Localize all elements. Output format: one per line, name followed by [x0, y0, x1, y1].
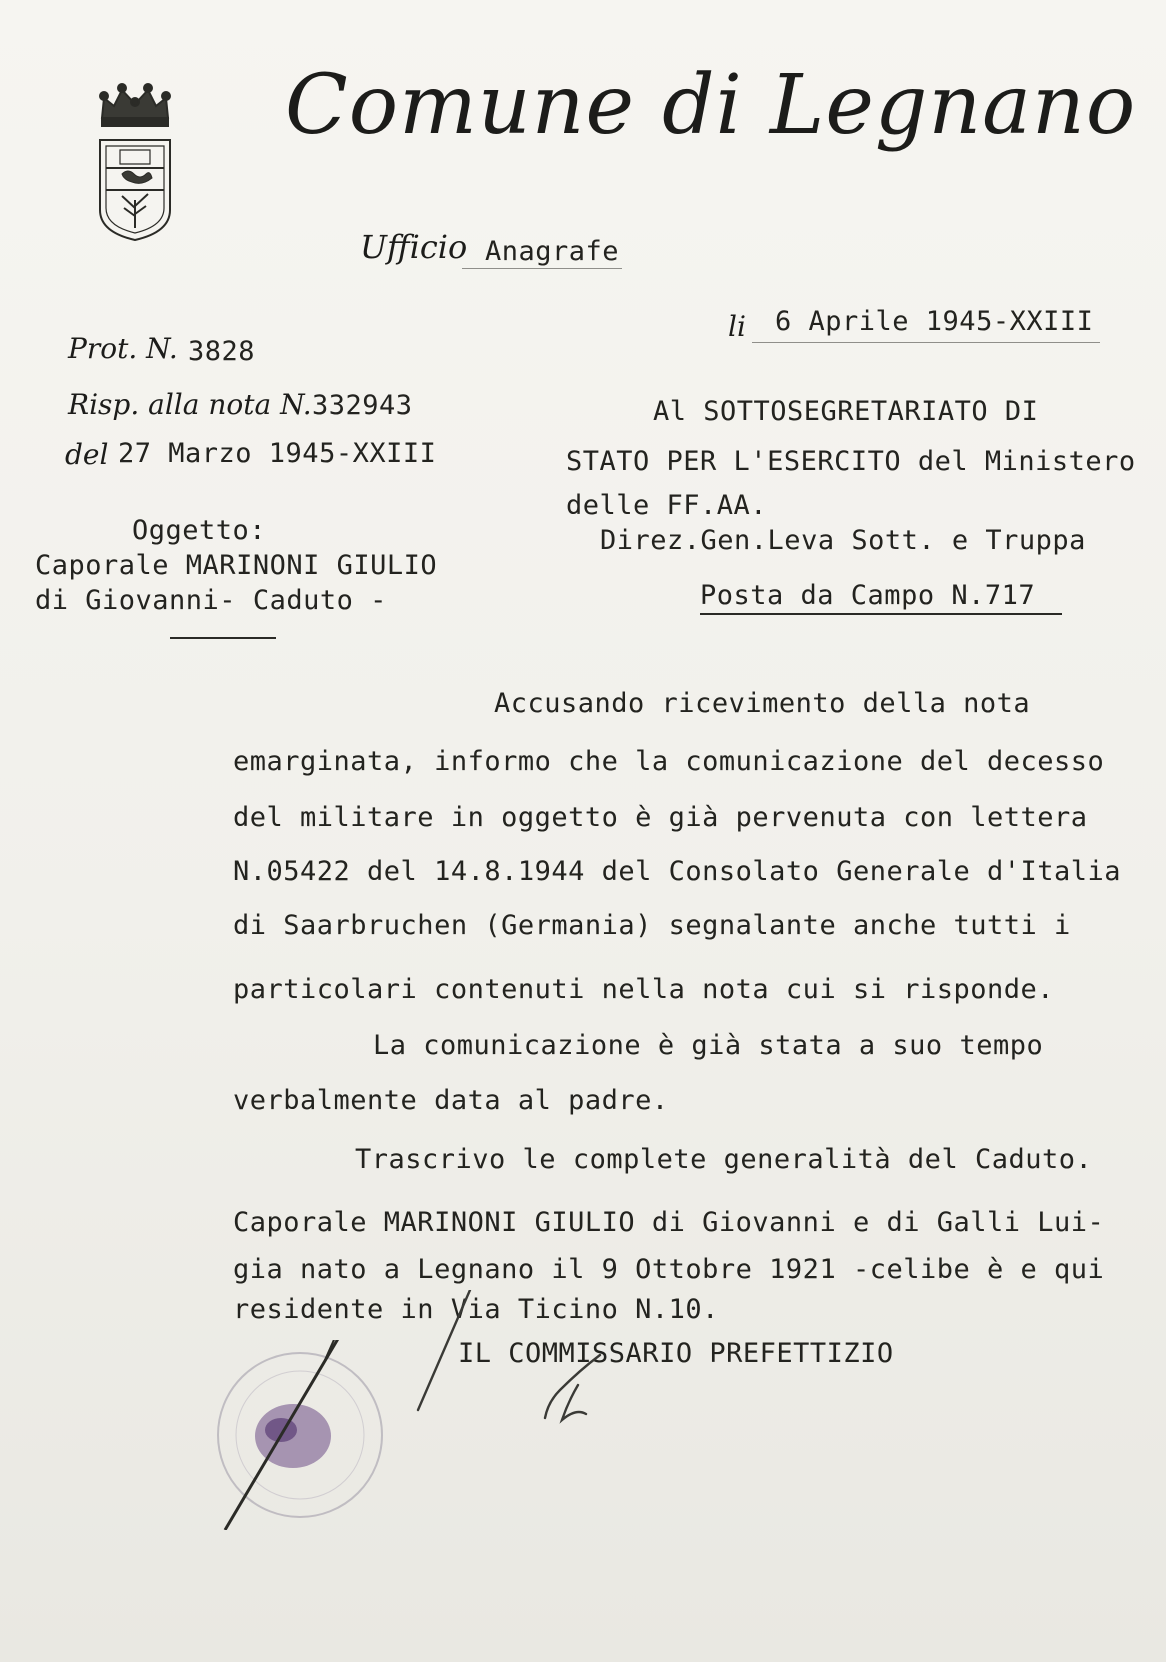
- recipient-line-5: Posta da Campo N.717: [700, 580, 1036, 611]
- risp-label: Risp. alla nota N.: [68, 388, 312, 421]
- letterhead-title: Comune di Legnano: [285, 58, 1137, 153]
- subject-label: Oggetto:: [132, 515, 267, 546]
- coat-of-arms-icon: [90, 80, 180, 245]
- body-line: Caporale MARINONI GIULIO di Giovanni e di Galli Lui-: [233, 1207, 1105, 1238]
- office-underline: [462, 268, 622, 269]
- office-prefix: Ufficio: [360, 228, 468, 266]
- prot-label: Prot. N.: [68, 332, 178, 365]
- body-line: N.05422 del 14.8.1944 del Consolato Generale d'Italia: [233, 856, 1122, 887]
- date-prefix: li: [728, 310, 746, 343]
- recipient-underline: [700, 613, 1062, 615]
- body-line: verbalmente data al padre.: [233, 1085, 669, 1116]
- prot-number: 3828: [188, 336, 256, 367]
- body-line: residente in Via Ticino N.10.: [233, 1294, 719, 1325]
- body-line: di Saarbruchen (Germania) segnalante anche tutti i: [233, 910, 1071, 941]
- recipient-line-2: STATO PER L'ESERCITO del Ministero: [566, 446, 1136, 477]
- body-line: Trascrivo le complete generalità del Caduto.: [355, 1144, 1093, 1175]
- recipient-line-4: Direz.Gen.Leva Sott. e Truppa: [600, 525, 1086, 556]
- del-label: del: [65, 438, 109, 471]
- recipient-line-1: Al SOTTOSEGRETARIATO DI: [653, 396, 1039, 427]
- handwritten-signature-icon: [410, 1290, 610, 1430]
- risp-number: 332943: [312, 390, 413, 421]
- subject-divider: [170, 637, 276, 639]
- signature-title: IL COMMISSARIO PREFETTIZIO: [458, 1338, 894, 1369]
- subject-line-1: Caporale MARINONI GIULIO: [35, 550, 438, 581]
- body-line: particolari contenuti nella nota cui si risponde.: [233, 974, 1055, 1005]
- letter-date: 6 Aprile 1945-XXIII: [775, 306, 1094, 337]
- body-line: La comunicazione è già stata a suo tempo: [373, 1030, 1044, 1061]
- subject-line-2: di Giovanni- Caduto -: [35, 585, 387, 616]
- date-underline: [752, 342, 1100, 343]
- body-line: del militare in oggetto è già pervenuta con lettera: [233, 802, 1088, 833]
- recipient-line-3: delle FF.AA.: [566, 490, 768, 521]
- body-line: emarginata, informo che la comunicazione del decesso: [233, 746, 1105, 777]
- office-name: Anagrafe: [485, 236, 620, 267]
- del-date: 27 Marzo 1945-XXIII: [118, 438, 437, 469]
- body-line: gia nato a Legnano il 9 Ottobre 1921 -celibe è e qui: [233, 1254, 1105, 1285]
- official-stamp-icon: [205, 1340, 395, 1530]
- body-line: Accusando ricevimento della nota: [494, 688, 1031, 719]
